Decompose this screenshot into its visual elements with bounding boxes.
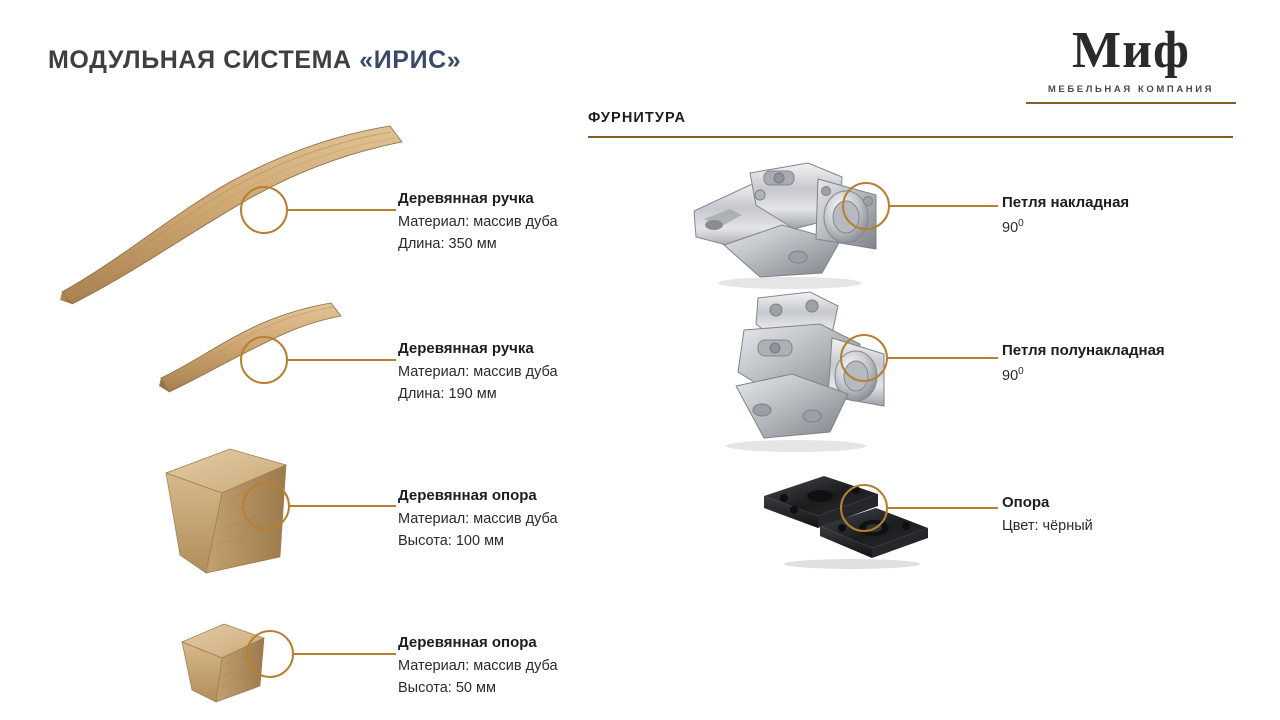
page-title-accent: «ИРИС»	[359, 46, 462, 74]
item-angle-value: 90	[1002, 367, 1019, 384]
item-wooden-support-50	[398, 634, 558, 702]
half-overlay-hinge-image	[700, 290, 895, 455]
item-name: Петля полунакладная	[1002, 342, 1165, 359]
callout-leader-line	[886, 357, 998, 359]
wooden-handle-short-image	[155, 300, 345, 395]
item-length: Длина: 190 мм	[398, 386, 497, 402]
item-wooden-handle-190	[398, 340, 558, 408]
item-material: Материал: массив дуба	[398, 511, 558, 527]
section-header-label: ФУРНИТУРА	[588, 110, 687, 126]
item-angle-degree: 0	[1018, 366, 1024, 377]
item-name: Деревянная опора	[398, 487, 537, 504]
overlay-hinge-image	[690, 145, 890, 290]
item-half-overlay-hinge	[1002, 342, 1165, 390]
item-angle-degree: 0	[1018, 218, 1024, 229]
callout-support-50	[246, 630, 406, 690]
item-angle	[1002, 218, 1129, 236]
item-overlay-hinge	[1002, 194, 1129, 242]
item-name: Деревянная ручка	[398, 340, 534, 357]
item-angle	[1002, 366, 1165, 384]
item-wooden-handle-350	[398, 190, 558, 258]
wooden-support-100-image	[160, 445, 290, 585]
logo-subtitle: МЕБЕЛЬНАЯ КОМПАНИЯ	[1047, 84, 1215, 95]
item-name: Деревянная ручка	[398, 190, 534, 207]
callout-leader-line	[292, 653, 396, 655]
item-wooden-support-100	[398, 487, 558, 555]
item-black-foot	[1002, 494, 1093, 540]
logo-wordmark: Миф	[1071, 22, 1191, 79]
item-material: Материал: массив дуба	[398, 658, 558, 674]
callout-leader-line	[288, 505, 396, 507]
item-height: Высота: 100 мм	[398, 533, 505, 549]
item-height: Высота: 50 мм	[398, 680, 496, 696]
black-foot-image	[760, 470, 935, 570]
item-material: Материал: массив дуба	[398, 364, 558, 380]
page-title	[48, 46, 461, 75]
section-header-hardware	[588, 110, 1233, 138]
item-length: Длина: 350 мм	[398, 236, 497, 252]
page-title-main: МОДУЛЬНАЯ СИСТЕМА	[48, 46, 360, 74]
callout-leader-line	[888, 205, 998, 207]
item-material: Материал: массив дуба	[398, 214, 558, 230]
wooden-handle-long-image	[50, 120, 410, 305]
wooden-support-50-image	[178, 620, 268, 710]
section-header-rule	[588, 136, 1233, 138]
item-color: Цвет: чёрный	[1002, 518, 1093, 534]
company-logo	[1026, 22, 1236, 104]
item-name: Опора	[1002, 494, 1050, 511]
item-name: Петля накладная	[1002, 194, 1130, 211]
item-angle-value: 90	[1002, 219, 1019, 236]
item-name: Деревянная опора	[398, 634, 537, 651]
logo-underline	[1026, 102, 1236, 104]
